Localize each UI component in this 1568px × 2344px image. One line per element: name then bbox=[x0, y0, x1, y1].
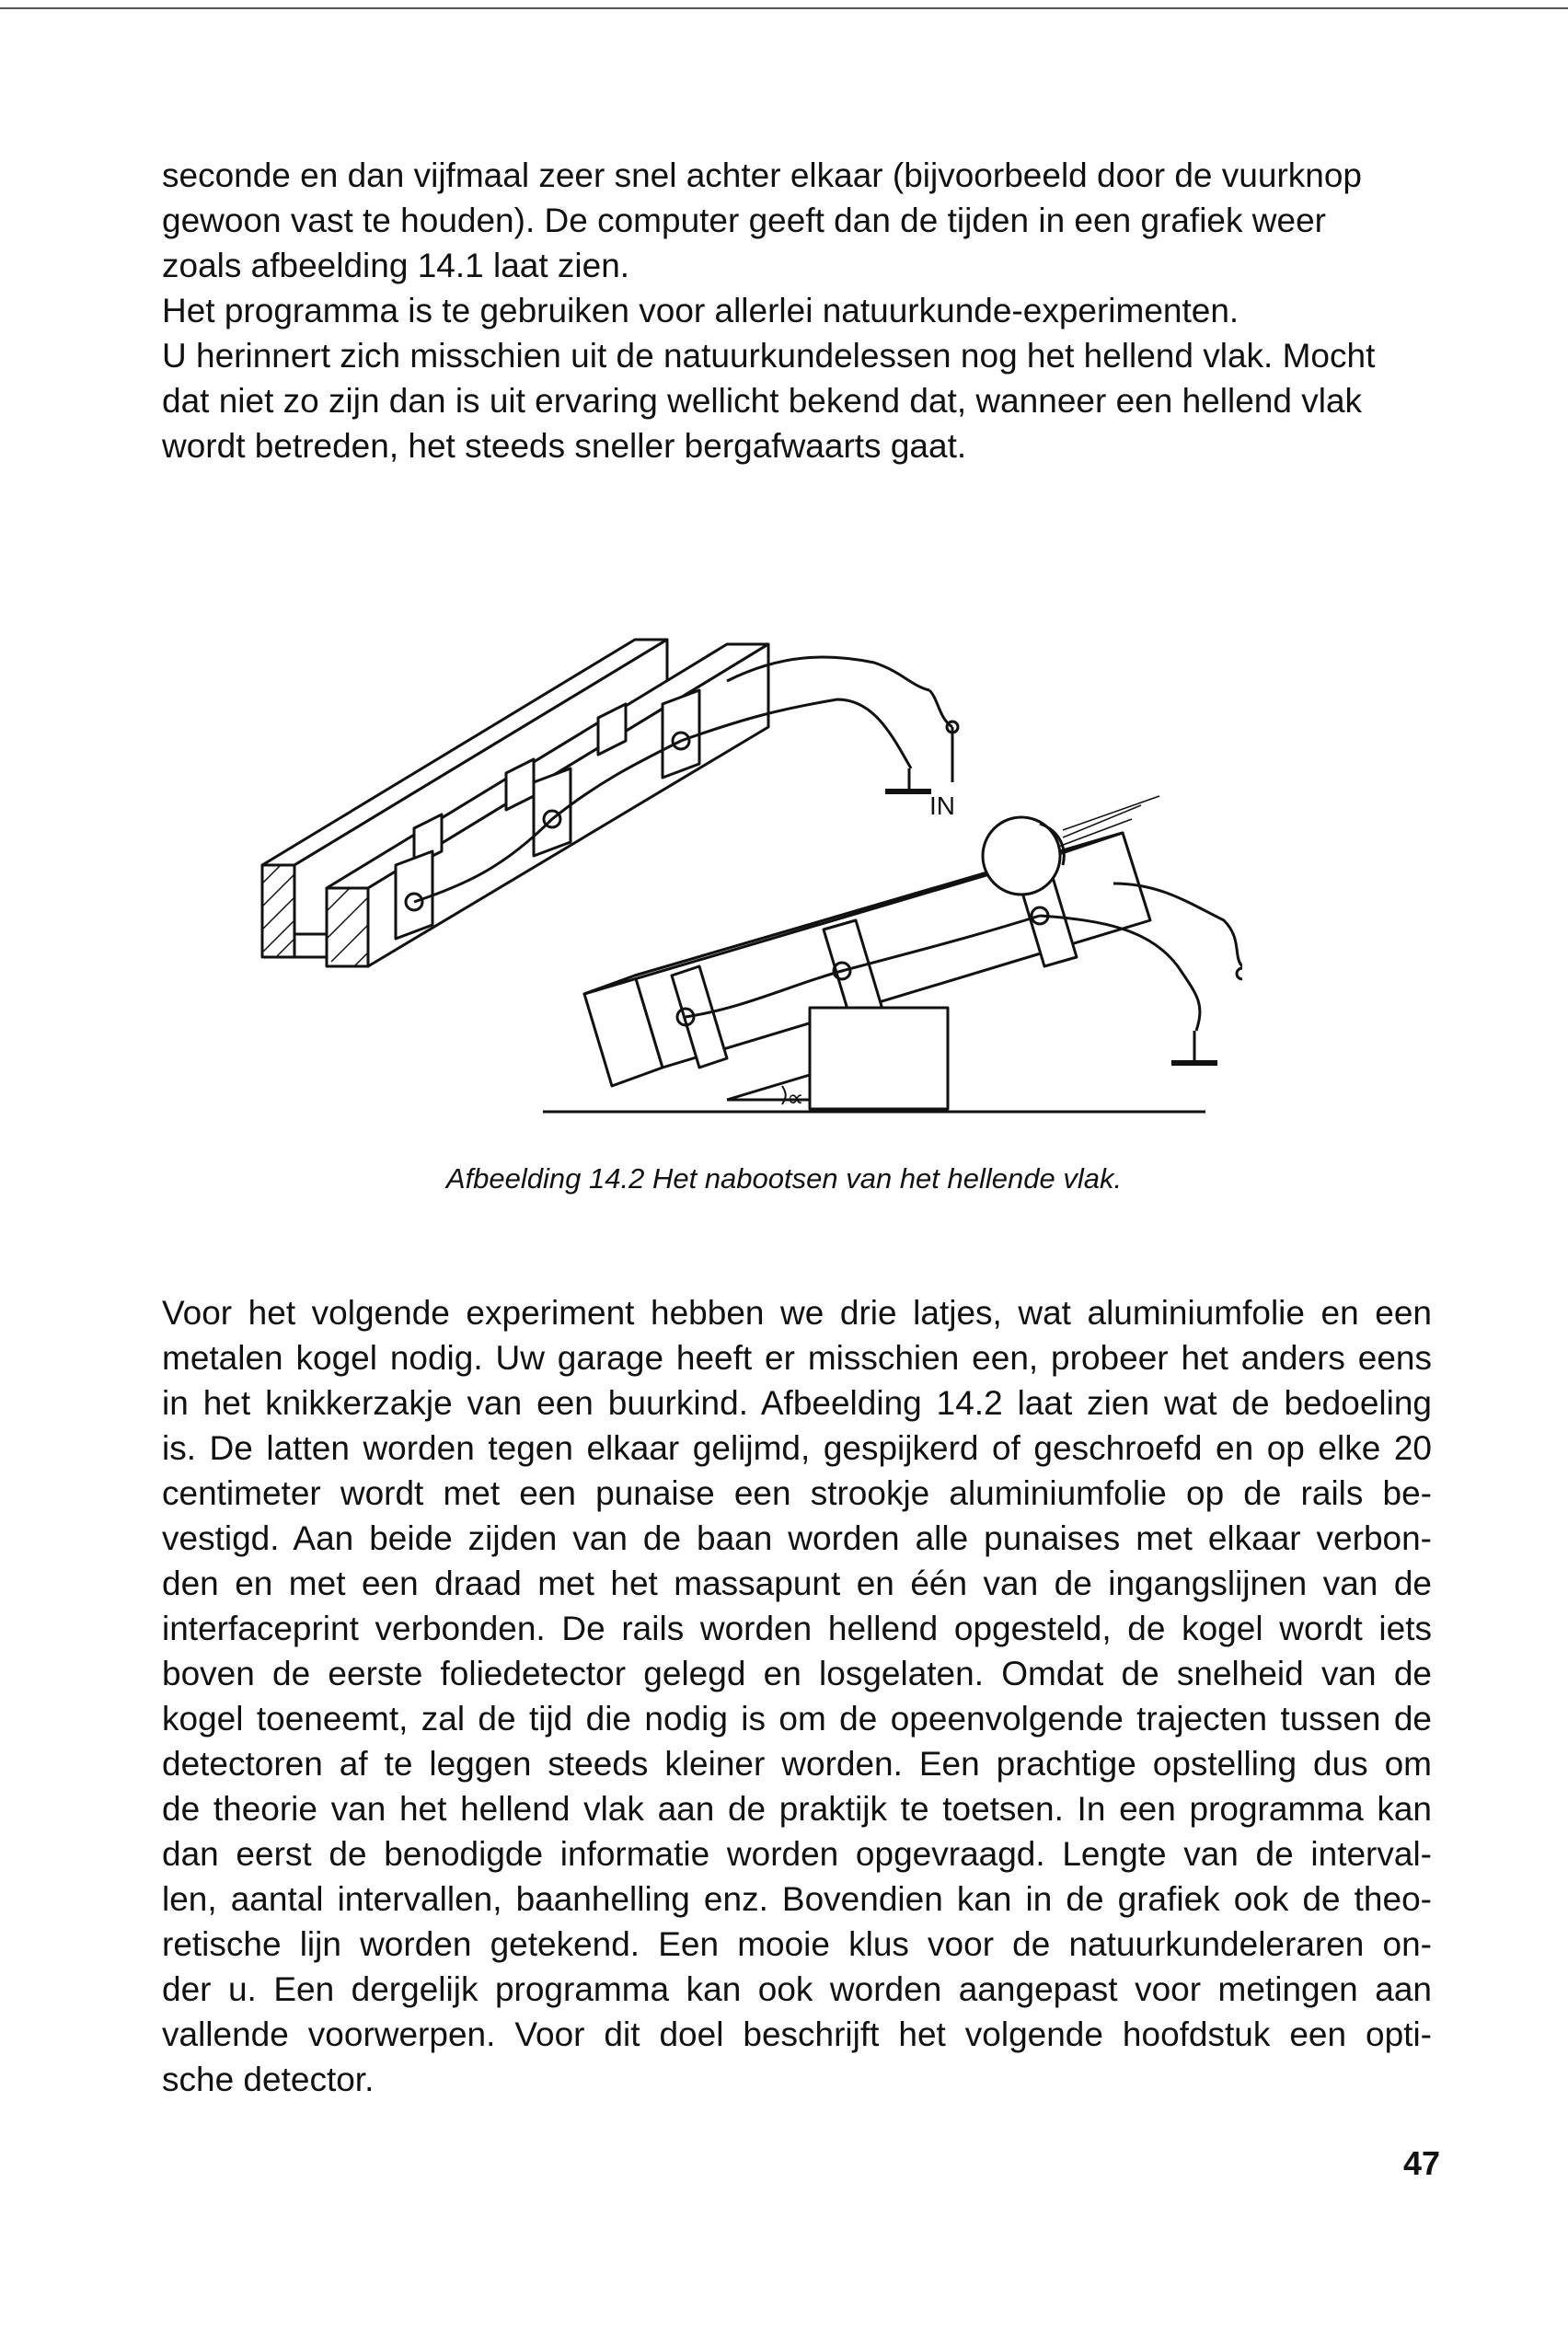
text-line: dat niet zo zijn dan is uit ervaring wellicht bekend dat, wanneer een hellend vlak bbox=[162, 382, 1363, 420]
inclined-plane-illustration bbox=[230, 589, 1242, 1123]
paragraph-experiment bbox=[162, 1290, 1432, 2102]
text-line: is. De latten worden tegen elkaar gelijmd, gespijkerd of geschroefd en op elke 20 bbox=[162, 1429, 1432, 1467]
text-line: dan eerst de benodigde informatie worden opgevraagd. Lengte van de interval- bbox=[162, 1835, 1432, 1873]
text-line: vallende voorwerpen. Voor dit doel beschrijft het volgende hoofdstuk een opti- bbox=[162, 2015, 1432, 2053]
text-line: boven de eerste foliedetector gelegd en losgelaten. Omdat de snelheid van de bbox=[162, 1655, 1432, 1692]
text-line: in het knikkerzakje van een buurkind. Afbeelding 14.2 laat zien wat de bedoeling bbox=[162, 1384, 1432, 1422]
paragraph-intro bbox=[162, 153, 1432, 468]
text-line: metalen kogel nodig. Uw garage heeft er misschien een, probeer het anders eens bbox=[162, 1339, 1432, 1377]
text-line: kogel toeneemt, zal de tijd die nodig is om de opeenvolgende trajecten tussen de bbox=[162, 1700, 1432, 1738]
page-number: 47 bbox=[1403, 2144, 1441, 2182]
text-line: gewoon vast te houden). De computer geeft dan de tijden in een grafiek weer bbox=[162, 202, 1326, 239]
text-line: sche detector. bbox=[162, 2061, 375, 2098]
label-angle: ∝ bbox=[787, 1084, 804, 1112]
text-line: U herinnert zich misschien uit de natuurkundelessen nog het hellend vlak. Mocht bbox=[162, 337, 1376, 375]
support-block bbox=[810, 1008, 948, 1109]
text-line: den en met een draad met het massapunt en één van de ingangslijnen van de bbox=[162, 1565, 1432, 1602]
text-line: interfaceprint verbonden. De rails worden hellend opgesteld, de kogel wordt iets bbox=[162, 1610, 1432, 1647]
figure-caption: Afbeelding 14.2 Het nabootsen van het hellende vlak. bbox=[445, 1162, 1123, 1195]
text-line: detectoren af te leggen steeds kleiner worden. Een prachtige opstelling dus om bbox=[162, 1745, 1432, 1783]
text-line: Het programma is te gebruiken voor allerlei natuurkunde-experimenten. bbox=[162, 292, 1239, 329]
label-in: IN bbox=[929, 791, 955, 820]
text-line: seconde en dan vijfmaal zeer snel achter elkaar (bijvoorbeeld door de vuurknop bbox=[162, 156, 1362, 194]
figure-inclined-plane bbox=[230, 589, 1242, 1123]
text-line: de theorie van het hellend vlak aan de praktijk te toetsen. In een programma kan bbox=[162, 1790, 1432, 1828]
text-line: centimeter wordt met een punaise een strookje aluminiumfolie op de rails be- bbox=[162, 1474, 1432, 1512]
text-line: vestigd. Aan beide zijden van de baan worden alle punaises met elkaar verbon- bbox=[162, 1519, 1432, 1557]
text-line: zoals afbeelding 14.1 laat zien. bbox=[162, 247, 630, 284]
text-line: wordt betreden, het steeds sneller bergafwaarts gaat. bbox=[162, 427, 967, 465]
text-line: Voor het volgende experiment hebben we drie latjes, wat aluminiumfolie en een bbox=[162, 1294, 1432, 1332]
text-line: der u. Een dergelijk programma kan ook worden aangepast voor metingen aan bbox=[162, 1970, 1432, 2008]
top-rule bbox=[0, 7, 1568, 9]
text-line: retische lijn worden getekend. Een mooie klus voor de natuurkundeleraren on- bbox=[162, 1925, 1432, 1963]
text-line: len, aantal intervallen, baanhelling enz. Bovendien kan in de grafiek ook de theo- bbox=[162, 1880, 1432, 1918]
